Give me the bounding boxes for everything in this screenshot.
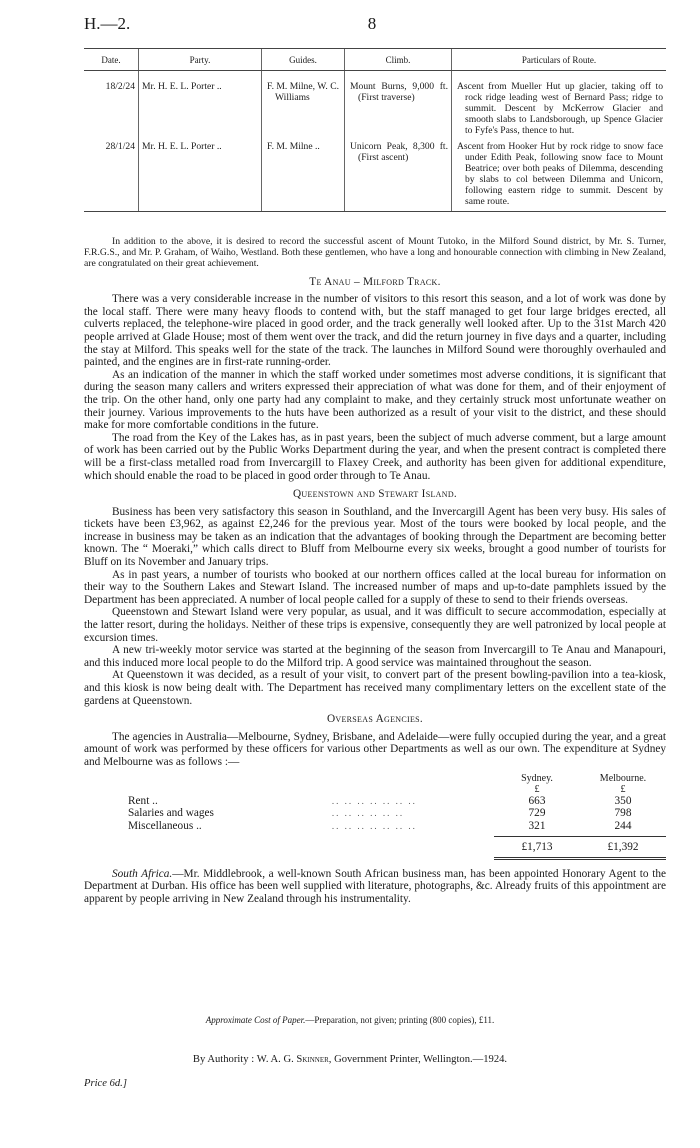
currency-symbol: £	[534, 783, 540, 795]
price-note: Price 6d.]	[84, 1078, 127, 1089]
expenditure-total-row	[84, 837, 666, 858]
col-route-header: Particulars of Route.	[452, 49, 667, 71]
paragraph: As in past years, a number of tourists who booked at our northern offices called at the local bureau for information on their way to the Southern Lakes and Stewart Island. The increased number of maps and up-to-date pamphlets issued by the Department has been appreciated. A number of local people called for a supply of these to send to their friends overseas.	[84, 568, 666, 606]
col-sydney-header: Sydney.	[521, 772, 553, 784]
paragraph: As an indication of the manner in which the staff worked under sometimes most adverse conditions, it is significant that during the season many callers and writers expressed their appreciation of what was done for them, and of their enjoyment of the trip. On the other hand, only one party had any complaint to make, and they certainly struck most unfortunate weather on their journey. Various improvements to the huts have been authorized as a result of your visit to the district, and these should make for more comfortable conditions in the future.	[84, 368, 666, 432]
expenditure-row	[84, 820, 666, 832]
page-number: 8	[367, 14, 377, 33]
intro-note: In addition to the above, it is desired to record the successful ascent of Mount Tutoko, in the Milford Sound district, by Mr. S. Turner, F.R.G.S., and Mr. P. Graham, of Waiho, Westland. Both these gentlemen, who have a long and honourable connection with climbing in New Zealand, are congratulated on their great achievement.	[84, 236, 666, 270]
table-header-row	[84, 49, 666, 71]
row-date: 18/2/24	[105, 81, 135, 93]
page-header	[84, 14, 660, 36]
row-route-text: Ascent from Mueller Hut up glacier, taking off to rock ridge leading west of Bernard Pass; ridge to summit. Descent by McKerrow Glacier and smooth slabs to Landsborough, up Spence Glacier to Fyfe's Pass, thence to hut.	[457, 81, 663, 137]
melbourne-value: 798	[614, 807, 632, 820]
col-melbourne-header: Melbourne.	[599, 772, 647, 784]
row-climb-text: Unicorn Peak, 8,300 ft. (First ascent)	[350, 140, 448, 163]
row-climb-text: Mount Burns, 9,000 ft. (First traverse)	[350, 81, 448, 104]
row-route	[452, 71, 667, 139]
table-row	[84, 139, 666, 212]
sydney-value: 663	[528, 794, 546, 807]
paragraph: A new tri-weekly motor service was started at the beginning of the season from Invercargill to Te Anau and Manapouri, and this induced more local people to do the Milford trip. A good service was maintained throughout the season.	[84, 644, 666, 669]
paragraph: Queenstown and Stewart Island were very popular, as usual, and it was difficult to secure accommodation, especially at the latter resort, during the holidays. Neither of these trips is expensive, consequently they are well patronized by local people at excursion times.	[84, 606, 666, 644]
col-climb-header: Climb.	[345, 49, 452, 71]
currency-row	[84, 785, 666, 795]
sydney-value: 321	[528, 819, 546, 832]
sydney-total: £1,713	[494, 837, 580, 858]
south-africa-paragraph	[84, 868, 666, 906]
paragraph: At Queenstown it was decided, as a result of your visit, to convert part of the present bowling-pavilion into a tea-kiosk, and this kiosk is now being dealt with. The Department has received many complimentary letters on the excellent state of the gardens at Queenstown.	[84, 669, 666, 707]
row-guides-text: F. M. Milne, W. C. Williams	[267, 81, 339, 104]
section-heading-overseas: Overseas Agencies.	[326, 713, 424, 726]
authority-suffix: , Government Printer, Wellington.—1924.	[328, 1054, 508, 1065]
south-africa-lead: South Africa.	[112, 867, 173, 880]
row-guides-text: F. M. Milne ..	[267, 140, 320, 152]
expense-label: Rent ..	[128, 794, 158, 807]
document-reference: H.—2.	[84, 14, 131, 33]
expenditure-row	[84, 807, 666, 819]
section-heading-te-anau: Te Anau – Milford Track.	[309, 275, 441, 288]
col-guides-header: Guides.	[262, 49, 345, 71]
leader-dots: .. .. .. .. .. .. ..	[331, 820, 417, 831]
row-guides	[262, 71, 345, 139]
paragraph: Business has been very satisfactory this season in Southland, and the Invercargill Agent has been very busy. His sales of tickets have been £3,962, as against £2,246 for the previous year. Most of the tours were booked by local people, and the increase in business may be taken as an indication that the advantages of booking through the Department are becoming better known. The “ Moeraki,” which calls direct to Bluff from Melbourne every six weeks, brought a good number of tourists for Bluff on its November and January trips.	[84, 505, 666, 569]
leader-dots: .. .. .. .. .. ..	[331, 808, 405, 819]
col-date-header: Date.	[84, 49, 139, 71]
printer-name: W. A. G. Skinner	[256, 1054, 329, 1065]
melbourne-total: £1,392	[580, 837, 666, 858]
leader-dots: .. .. .. .. .. .. ..	[331, 795, 417, 806]
paragraph: There was a very considerable increase in the number of visitors to this resort this season, and a lot of work was done by the local staff. There were many heavy floods to contend with, but the staff managed to get four large bridges erected, all culverts replaced, the telephone-wire placed in good order, and the track generally well looked after. Up to the 31st March 420 people arrived at Glade House; most of them went over the track, and did the return journey in five days and a quarter, including the stay at Milford. This speaks well for the state of the track. The launches in Milford Sound were thoroughly overhauled and painted, and the engines are in first-rate running-order.	[84, 293, 666, 369]
row-guides	[262, 139, 345, 212]
expense-label: Miscellaneous ..	[128, 819, 202, 832]
row-date: 28/1/24	[84, 139, 139, 212]
cost-text: —Preparation, not given; printing (800 copies), £11.	[305, 1015, 495, 1025]
expenditure-row	[84, 795, 666, 807]
melbourne-value: 350	[614, 794, 632, 807]
row-party: Mr. H. E. L. Porter ..	[139, 71, 262, 139]
row-party: Mr. H. E. L. Porter ..	[139, 139, 262, 212]
melbourne-value: 244	[614, 819, 632, 832]
row-climb	[345, 71, 452, 139]
expenditure-table	[84, 773, 666, 860]
expense-label: Salaries and wages	[128, 807, 214, 820]
row-climb	[345, 139, 452, 212]
paragraph: The road from the Key of the Lakes has, as in past years, been the subject of much adverse comment, but a large amount of work has been carried out by the Public Works Department during the year, and when the present contract is completed there will be a first-class metalled road from Invercargill to Flaxey Creek, and authority has been given for additional expenditure, which should enable the road to be placed in good order through to Te Anau.	[84, 431, 666, 482]
currency-symbol: £	[620, 783, 626, 795]
sydney-value: 729	[528, 807, 546, 820]
expenditure-header-row	[84, 773, 666, 785]
row-route	[452, 139, 667, 212]
climbs-table	[84, 48, 666, 212]
authority-line	[0, 1054, 700, 1065]
section-heading-queenstown: Queenstown and Stewart Island.	[292, 488, 458, 501]
row-route-text: Ascent from Hooker Hut by rock ridge to snow face under Edith Peak, following snow face to Mount Beatrice; over both peaks of Dilemma, descending by slabs to col between Dilemma and Unicorn, following eastern ridge to summit. Descent by same route.	[457, 140, 663, 207]
col-party-header: Party.	[139, 49, 262, 71]
paragraph: The agencies in Australia—Melbourne, Sydney, Brisbane, and Adelaide—were fully occupied during the year, and a great amount of work was performed by these officers for various other Departments as well as our own. The expenditure at Sydney and Melbourne was as follows :—	[84, 730, 666, 768]
table-row	[84, 71, 666, 139]
report-body	[84, 236, 666, 905]
cost-of-paper-note	[0, 1015, 700, 1025]
south-africa-text: —Mr. Middlebrook, a well-known South African business man, has been appointed Honorary Agent to the Department at Durban. His office has been well supplied with literature, photographs, &c. Already fruits of this appointment are apparent by people arriving in New Zealand through his instrumentality.	[84, 867, 667, 905]
authority-prefix: By Authority :	[192, 1054, 255, 1065]
cost-label: Approximate Cost of Paper.	[205, 1015, 306, 1025]
